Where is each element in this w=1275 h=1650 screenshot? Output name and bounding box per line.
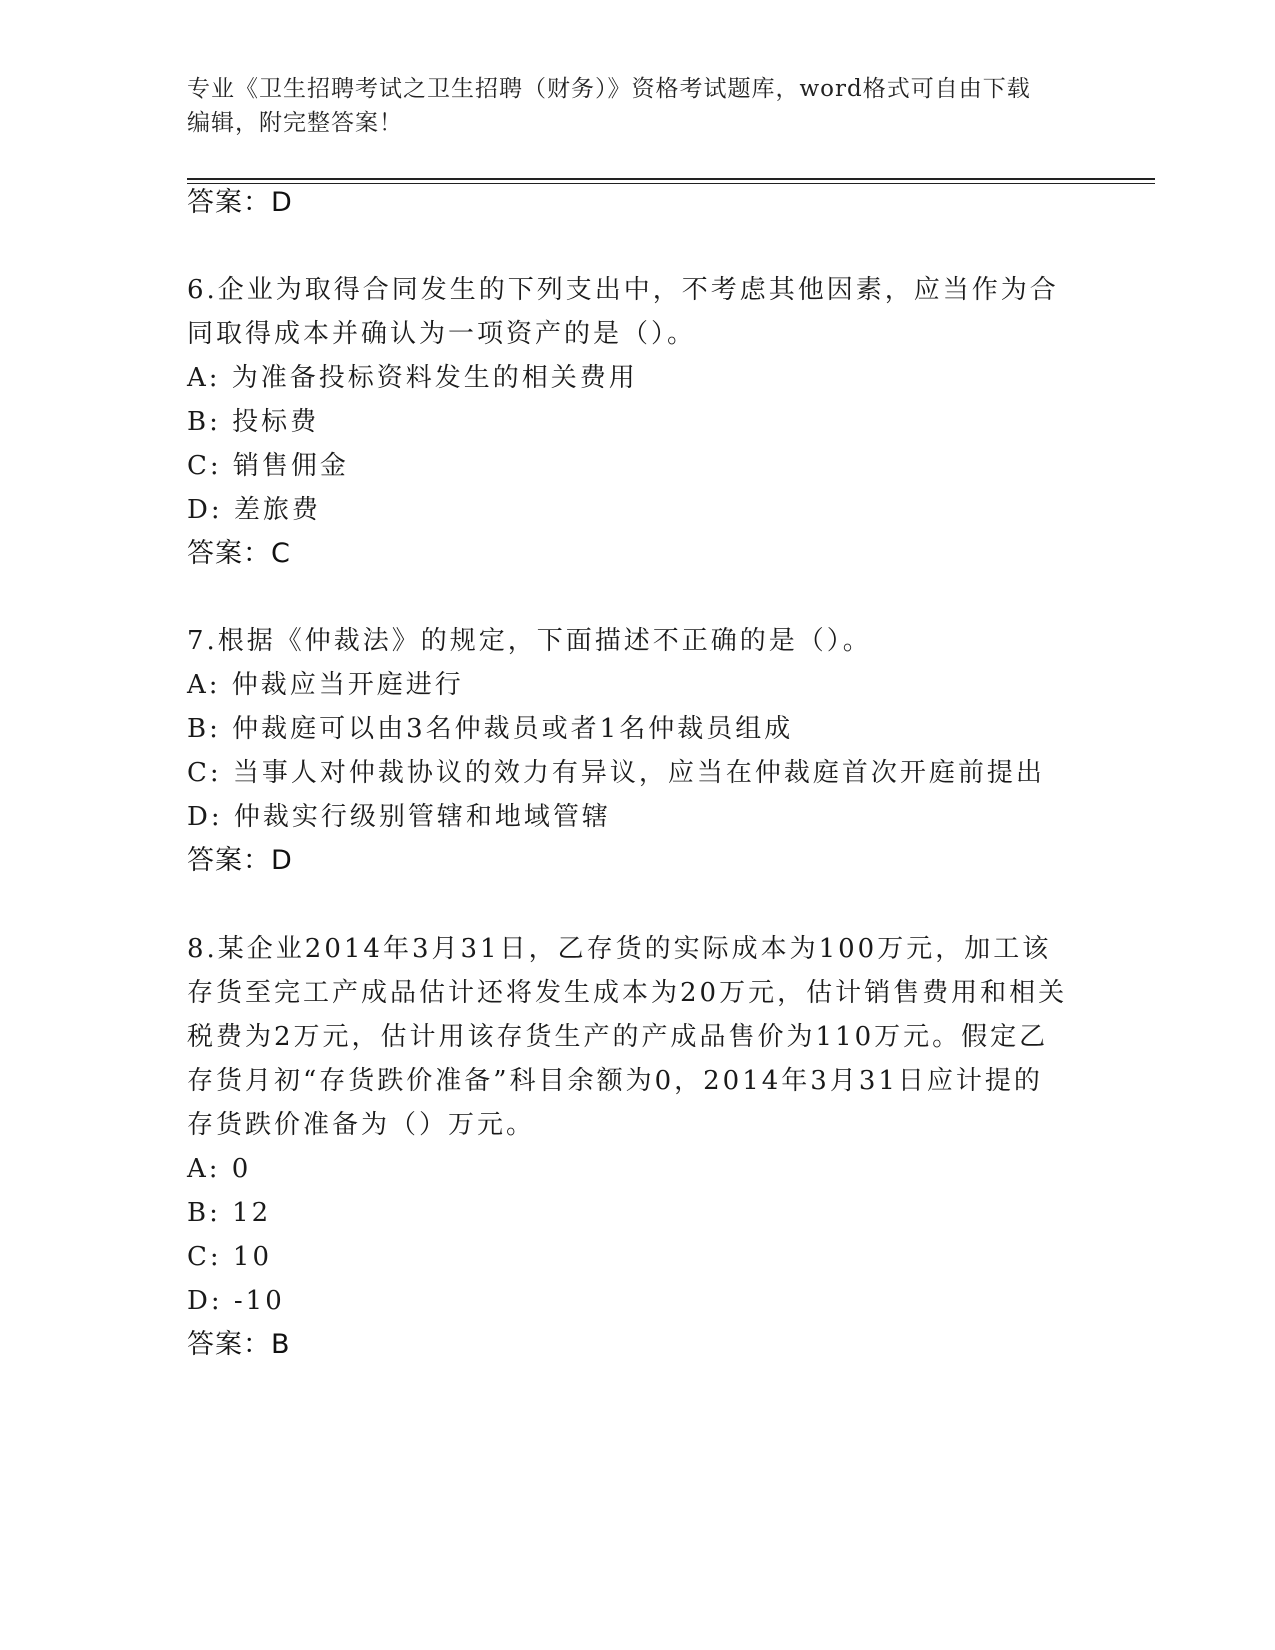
header-line-2: 编辑，附完整答案！ (187, 110, 403, 136)
header-divider (187, 178, 1155, 184)
option-a: A: 为准备投标资料发生的相关费用 (187, 363, 638, 393)
option-b: B: 投标费 (187, 407, 320, 437)
option-c: C: 销售佣金 (187, 451, 349, 481)
question-stem-line: 同取得成本并确认为一项资产的是（）。 (187, 319, 697, 349)
option-d: D: 差旅费 (187, 495, 321, 525)
page-header (187, 72, 1087, 140)
question-stem-line: 8.某企业2014年3月31日，乙存货的实际成本为100万元，加工该 (187, 934, 1052, 964)
option-b: B: 仲裁庭可以由3名仲裁员或者1名仲裁员组成 (187, 714, 794, 744)
answer-label: 答案：D (187, 845, 293, 876)
question-stem-line: 6.企业为取得合同发生的下列支出中，不考虑其他因素，应当作为合 (187, 275, 1059, 305)
option-d: D: -10 (187, 1286, 285, 1316)
answer-label: 答案：C (187, 538, 291, 569)
answer-label: 答案：D (187, 187, 293, 218)
option-a: A: 仲裁应当开庭进行 (187, 670, 464, 700)
option-d: D: 仲裁实行级别管辖和地域管辖 (187, 802, 611, 832)
header-line-1: 专业《卫生招聘考试之卫生招聘（财务）》资格考试题库，word格式可自由下载 (187, 76, 1031, 102)
question-stem-line: 存货至完工产成品估计还将发生成本为20万元，估计销售费用和相关 (187, 978, 1068, 1008)
question-stem-line: 存货跌价准备为（）万元。 (187, 1110, 536, 1140)
question-stem-line: 存货月初“存货跌价准备”科目余额为0，2014年3月31日应计提的 (187, 1066, 1043, 1096)
option-c: C: 当事人对仲裁协议的效力有异议，应当在仲裁庭首次开庭前提出 (187, 758, 1045, 788)
question-stem-line: 7.根据《仲裁法》的规定，下面描述不正确的是（）。 (187, 626, 872, 656)
option-c: C: 10 (187, 1242, 273, 1272)
option-a: A: 0 (187, 1154, 252, 1184)
question-stem-line: 税费为2万元，估计用该存货生产的产成品售价为110万元。假定乙 (187, 1022, 1049, 1052)
option-b: B: 12 (187, 1198, 272, 1228)
answer-label: 答案：B (187, 1329, 291, 1360)
